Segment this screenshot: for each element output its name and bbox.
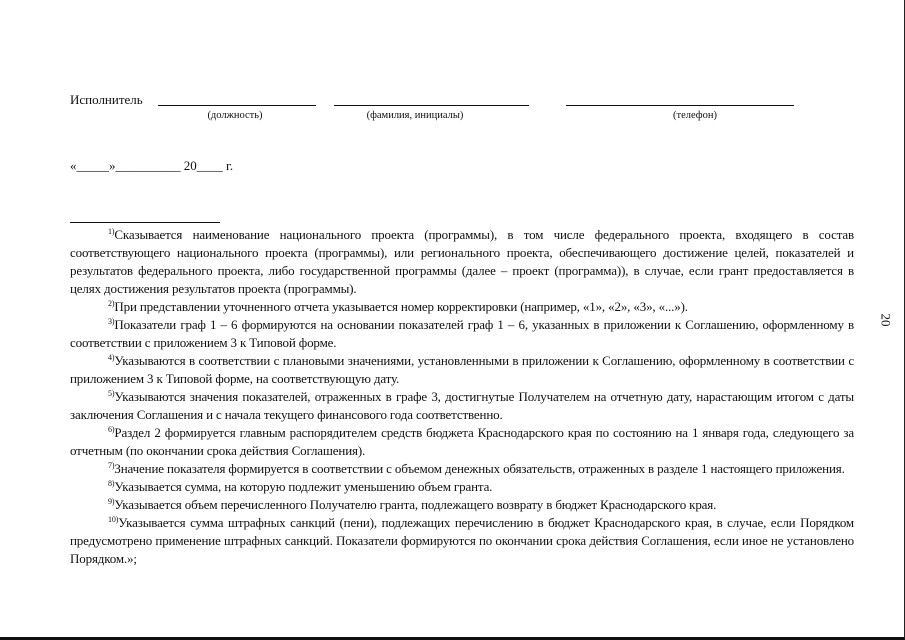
footnote-text: Указываются в соответствии с плановыми значениями, установленными в приложении к Соглашению, оформленному в соответствии с приложением 3 к Типовой форме, на соответствующую дату.: [70, 353, 854, 386]
footnote-8: [70, 478, 854, 496]
name-caption: (фамилия, инициалы): [366, 110, 464, 121]
footnote-marker: 10): [108, 515, 119, 524]
footnote-text: Сказывается наименование национального проекта (программы), в том числе федерального проекта, входящего в состав соответствующего национального проекта (программы), или регионального проекта, обеспечивающего достижение целей, показателей и результатов федерального проекта, либо государственной программы (далее – проект (программа)), в случае, если грант предоставляется в целях достижения результатов проекта (программы).: [70, 227, 854, 296]
name-signature-line: [334, 105, 529, 106]
footnote-4: [70, 352, 854, 388]
footnote-text: Указывается объем перечисленного Получателю гранта, подлежащего возврату в бюджет Краснодарского края.: [114, 497, 717, 512]
date-line: «_____»__________ 20____ г.: [70, 158, 234, 173]
footnote-text: Показатели граф 1 – 6 формируются на основании показателей граф 1 – 6, указанных в приложении к Соглашению, оформленному в соответствии с приложением 3 к Типовой форме.: [70, 317, 854, 350]
footnote-6: [70, 424, 854, 460]
footnote-separator: [70, 222, 220, 223]
position-caption: (должность): [207, 110, 263, 121]
footnote-marker: 8): [108, 479, 115, 488]
footnotes-block: [70, 226, 854, 568]
footnote-text: Указывается сумма штрафных санкций (пени), подлежащих перечислению в бюджет Краснодарского края, в случае, если Порядком предусмотрено применение штрафных санкций. Показатели формируются по окончании срока действия Соглашения, если иное не установлено Порядком.»;: [70, 515, 854, 566]
executor-label: Исполнитель: [70, 92, 143, 107]
footnote-2: [70, 298, 854, 316]
footnote-5: [70, 388, 854, 424]
footnote-10: [70, 514, 854, 568]
position-signature-line: [158, 105, 316, 106]
footnote-9: [70, 496, 854, 514]
footnote-marker: 2): [108, 299, 115, 308]
footnote-7: [70, 460, 854, 478]
page-number: 20: [878, 313, 894, 327]
footnote-text: При представлении уточненного отчета указывается номер корректировки (например, «1», «2», «3», «...»).: [114, 299, 688, 314]
footnote-marker: 7): [108, 461, 115, 470]
footnote-marker: 4): [108, 353, 115, 362]
phone-signature-line: [566, 105, 794, 106]
footnote-3: [70, 316, 854, 352]
footnote-text: Раздел 2 формируется главным распорядителем средств бюджета Краснодарского края по состоянию на 1 января года, следующего за отчетным (по окончании срока действия Соглашения).: [70, 425, 854, 458]
footnote-text: Указывается сумма, на которую подлежит уменьшению объем гранта.: [114, 479, 493, 494]
footnote-text: Значение показателя формируется в соответствии с объемом денежных обязательств, отраженных в разделе 1 настоящего приложения.: [114, 461, 845, 476]
footnote-marker: 9): [108, 497, 115, 506]
footnote-marker: 6): [108, 425, 115, 434]
footnote-text: Указываются значения показателей, отраженных в графе 3, достигнутые Получателем на отчетную дату, нарастающим итогом с даты заключения Соглашения и с начала текущего финансового года соответственно.: [70, 389, 854, 422]
footnote-marker: 5): [108, 389, 115, 398]
footnote-1: [70, 226, 854, 298]
phone-caption: (телефон): [673, 110, 717, 121]
footnote-marker: 3): [108, 317, 115, 326]
footnote-marker: 1): [108, 227, 115, 236]
